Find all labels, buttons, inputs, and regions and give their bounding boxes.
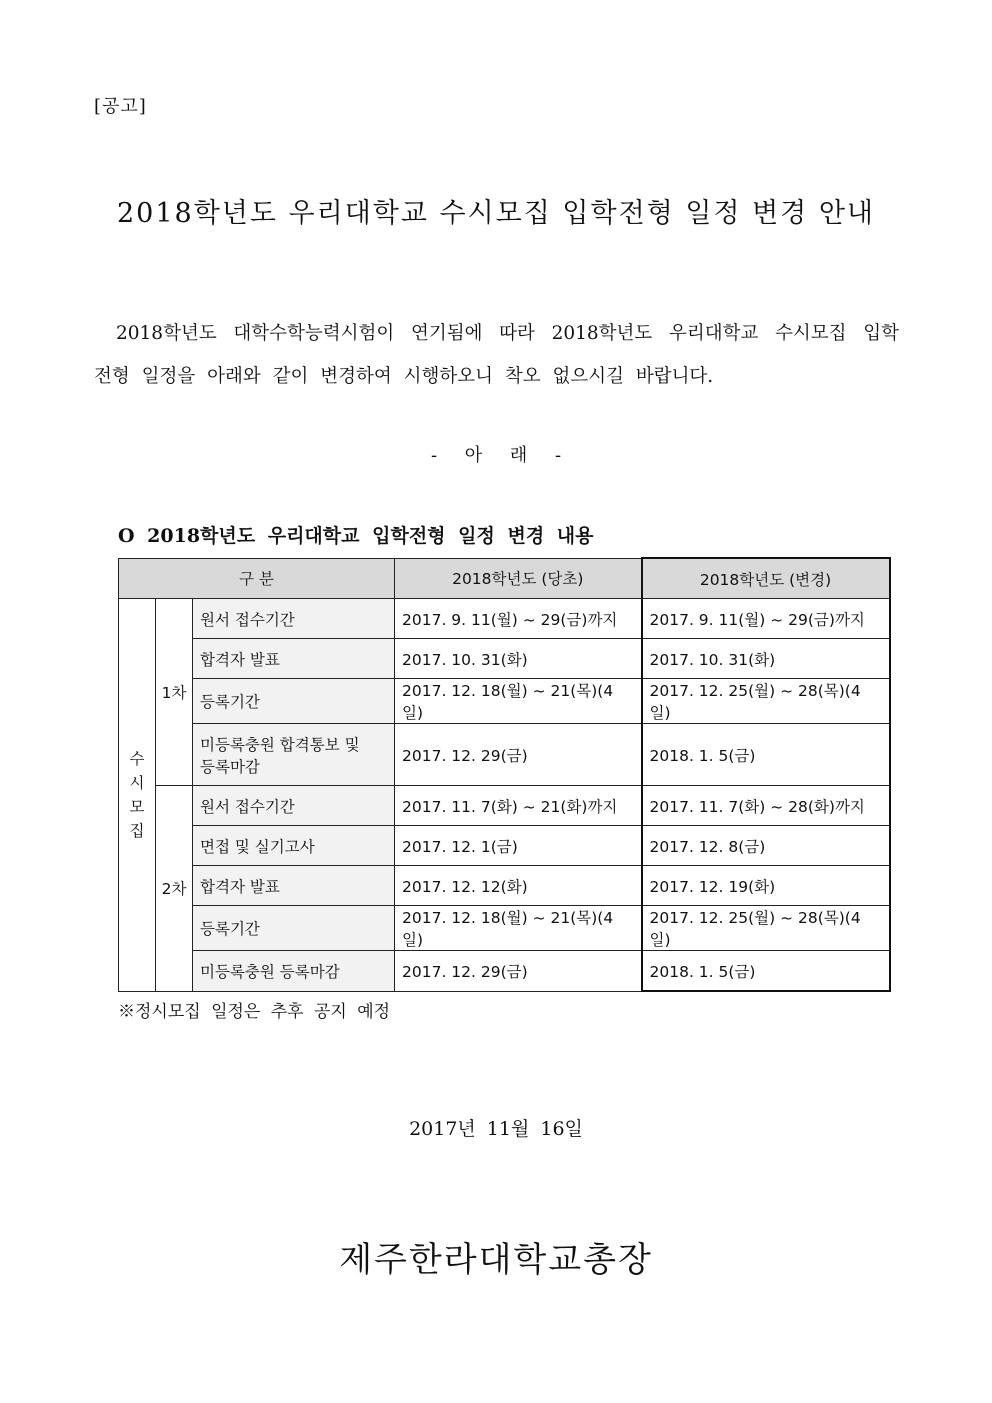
changed-date-cell: 2017. 10. 31(화) [642, 639, 890, 679]
item-cell: 합격자 발표 [193, 866, 395, 906]
category-cell [119, 599, 156, 992]
item-cell: 합격자 발표 [193, 639, 395, 679]
category-char: 시 [129, 773, 145, 792]
item-cell [193, 724, 395, 786]
table-row [119, 786, 890, 826]
category-char: 수 [129, 749, 145, 768]
changed-date-cell: 2017. 12. 25(월) ~ 28(목)(4일) [642, 679, 890, 724]
table-row [119, 866, 890, 906]
table-header-row [119, 558, 890, 599]
category-char: 집 [129, 821, 145, 840]
changed-date-cell: 2017. 9. 11(월) ~ 29(금)까지 [642, 599, 890, 639]
header-category: 구 분 [119, 558, 395, 599]
table-row [119, 826, 890, 866]
original-date-cell: 2017. 12. 29(금) [395, 951, 642, 992]
item-cell: 원서 접수기간 [193, 599, 395, 639]
item-cell: 등록기간 [193, 679, 395, 724]
signature: 제주한라대학교총장 [339, 1240, 653, 1280]
header-changed: 2018학년도 (변경) [642, 558, 890, 599]
item-line: 미등록충원 합격통보 및 [200, 735, 360, 754]
table-row [119, 724, 890, 786]
changed-date-cell: 2017. 12. 25(월) ~ 28(목)(4일) [642, 906, 890, 951]
original-date-cell: 2017. 12. 18(월) ~ 21(목)(4일) [395, 679, 642, 724]
intro-paragraph-line2: 전형 일정을 아래와 같이 변경하여 시행하오니 착오 없으시길 바랍니다. [94, 366, 714, 387]
original-date-cell: 2017. 12. 29(금) [395, 724, 642, 786]
notice-tag: [공고] [94, 96, 147, 117]
issue-date: 2017년 11월 16일 [409, 1118, 583, 1140]
round1-label: 1차 [156, 599, 193, 786]
original-date-cell: 2017. 10. 31(화) [395, 639, 642, 679]
changed-date-cell: 2018. 1. 5(금) [642, 724, 890, 786]
intro-paragraph-line1: 2018학년도 대학수학능력시험이 연기됨에 따라 2018학년도 우리대학교 수시모집 입학 [116, 323, 899, 344]
table-row [119, 679, 890, 724]
table-row [119, 599, 890, 639]
changed-date-cell: 2017. 12. 8(금) [642, 826, 890, 866]
table-row [119, 951, 890, 992]
section-separator: - 아 래 - [430, 445, 562, 466]
document-title: 2018학년도 우리대학교 수시모집 입학전형 일정 변경 안내 [116, 198, 875, 229]
original-date-cell: 2017. 9. 11(월) ~ 29(금)까지 [395, 599, 642, 639]
table-row [119, 639, 890, 679]
header-original: 2018학년도 (당초) [395, 558, 642, 599]
original-date-cell: 2017. 12. 18(월) ~ 21(목)(4일) [395, 906, 642, 951]
table-row [119, 906, 890, 951]
round2-label: 2차 [156, 786, 193, 992]
category-char: 모 [129, 797, 145, 816]
item-cell: 원서 접수기간 [193, 786, 395, 826]
changed-date-cell: 2018. 1. 5(금) [642, 951, 890, 992]
original-date-cell: 2017. 12. 1(금) [395, 826, 642, 866]
changed-date-cell: 2017. 12. 19(화) [642, 866, 890, 906]
item-cell: 등록기간 [193, 906, 395, 951]
section-heading: O 2018학년도 우리대학교 입학전형 일정 변경 내용 [118, 525, 594, 547]
original-date-cell: 2017. 12. 12(화) [395, 866, 642, 906]
changed-date-cell: 2017. 11. 7(화) ~ 28(화)까지 [642, 786, 890, 826]
item-cell: 면접 및 실기고사 [193, 826, 395, 866]
schedule-table [118, 557, 891, 992]
footnote: ※정시모집 일정은 추후 공지 예정 [118, 1002, 391, 1022]
item-cell: 미등록충원 등록마감 [193, 951, 395, 992]
original-date-cell: 2017. 11. 7(화) ~ 21(화)까지 [395, 786, 642, 826]
item-line: 등록마감 [200, 757, 260, 776]
